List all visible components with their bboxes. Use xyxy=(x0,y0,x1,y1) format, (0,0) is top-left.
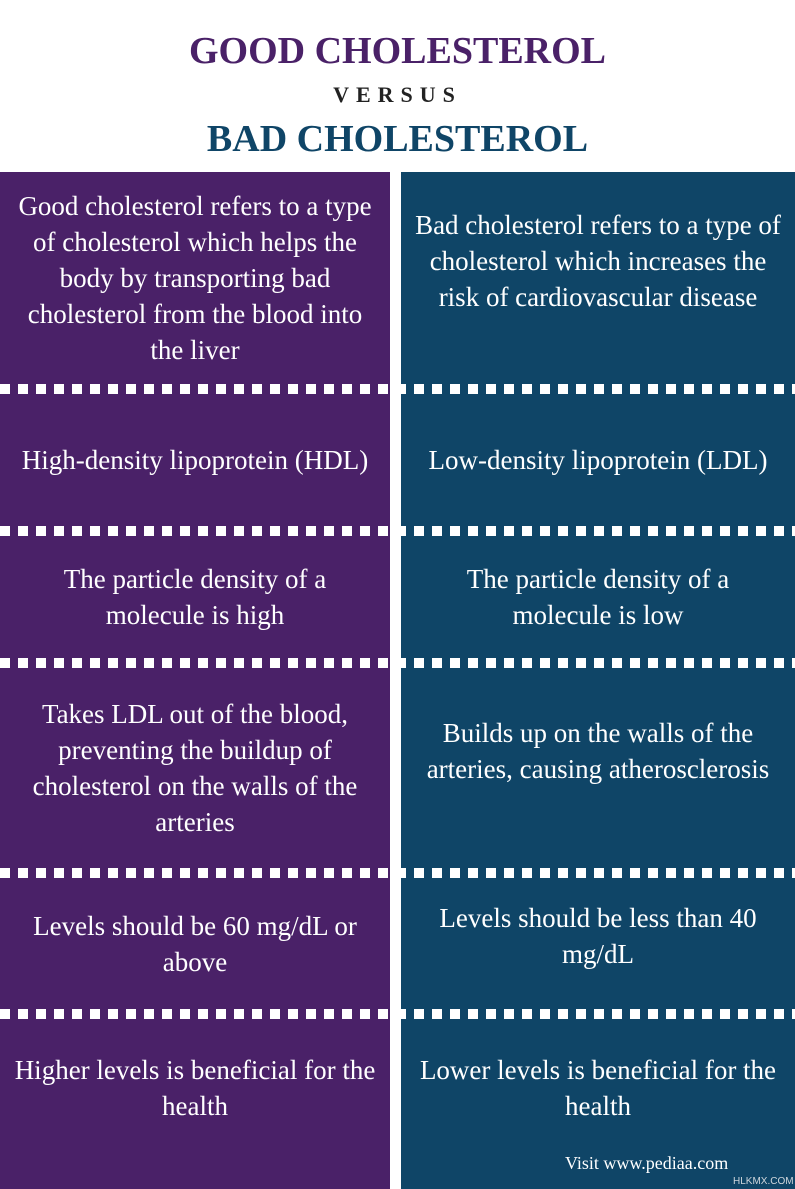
title-versus: VERSUS xyxy=(333,82,462,107)
row-divider xyxy=(0,384,795,394)
title-bad-cholesterol: BAD CHOLESTEROL xyxy=(206,118,589,160)
bad-cholesterol-column xyxy=(401,172,795,1189)
good-cholesterol-column xyxy=(0,172,390,1189)
good-lipoprotein-type: High-density lipoprotein (HDL) xyxy=(21,445,369,475)
row-divider xyxy=(0,658,795,668)
good-particle-density: The particle density of a molecule is high xyxy=(63,564,327,630)
bad-levels: Levels should be less than 40 mg/dL xyxy=(439,902,757,969)
infographic-header xyxy=(0,0,795,172)
row-divider xyxy=(0,1009,795,1019)
good-levels: Levels should be 60 mg/dL or above xyxy=(33,910,357,977)
bad-definition: Bad cholesterol refers to a type of cholesterol which increases the risk of cardiovascular disease xyxy=(415,210,781,312)
good-function: Takes LDL out of the blood, preventing the buildup of cholesterol on the walls of the arteries xyxy=(32,699,358,837)
bad-particle-density: The particle density of a molecule is low xyxy=(466,564,730,630)
title-good-cholesterol: GOOD CHOLESTEROL xyxy=(188,30,607,72)
row-divider xyxy=(0,868,795,878)
watermark: HLKMX.COM xyxy=(733,1176,794,1187)
row-divider xyxy=(0,526,795,536)
bad-health-effect: Lower levels is beneficial for the health xyxy=(419,1055,777,1121)
good-health-effect: Higher levels is beneficial for the health xyxy=(14,1055,376,1121)
bad-lipoprotein-type: Low-density lipoprotein (LDL) xyxy=(428,445,768,475)
bad-function: Builds up on the walls of the arteries, causing atherosclerosis xyxy=(426,718,770,784)
source-credit: Visit www.pediaa.com xyxy=(565,1153,729,1173)
good-definition: Good cholesterol refers to a type of cholesterol which helps the body by transporting bad cholesterol from the blood into the liver xyxy=(18,191,372,365)
